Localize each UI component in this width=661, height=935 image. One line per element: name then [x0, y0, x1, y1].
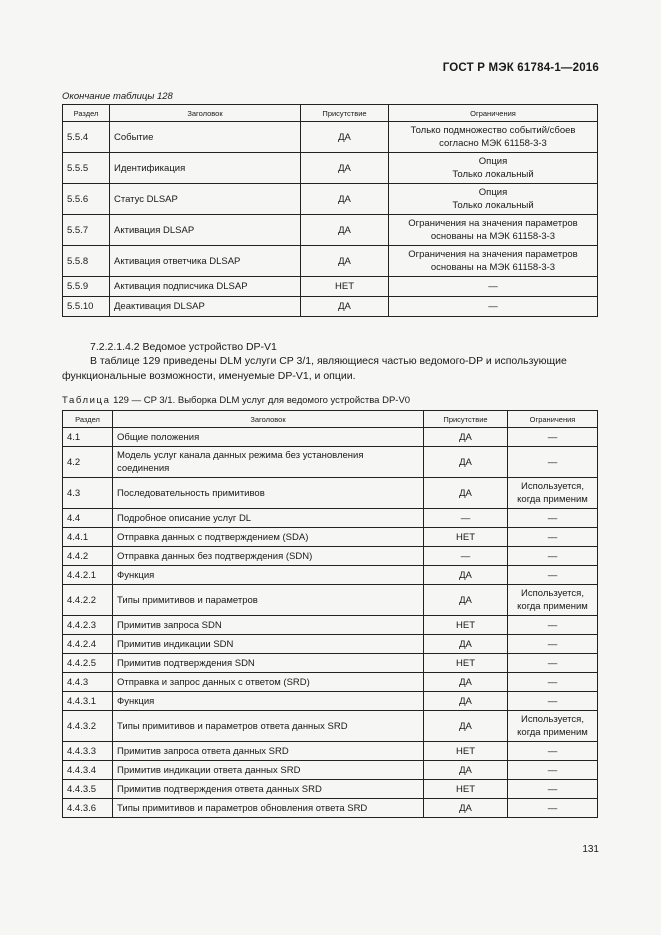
section-cell: 4.4.3.2	[63, 711, 113, 742]
cell-line: —	[547, 676, 558, 688]
presence-cell: ДА	[424, 428, 508, 447]
cell-line: соединения	[117, 463, 170, 474]
cell-line: Используется,	[521, 481, 584, 492]
table-129	[62, 410, 598, 818]
title-cell	[113, 566, 424, 585]
presence-cell: НЕТ	[424, 742, 508, 761]
presence-cell: ДА	[424, 478, 508, 509]
section-cell: 4.4.3.5	[63, 780, 113, 799]
cell-line: Ограничения на значения параметров	[408, 249, 578, 260]
cell-line: —	[547, 783, 558, 795]
cell-line: Примитив подтверждения SDN	[117, 657, 255, 669]
cell-line: —	[547, 657, 558, 669]
presence-cell: ДА	[424, 447, 508, 478]
section-cell: 5.5.4	[63, 122, 110, 153]
column-header: Ограничения	[389, 105, 598, 122]
limits-cell	[389, 153, 598, 184]
title-cell	[113, 428, 424, 447]
presence-cell: ДА	[301, 215, 389, 246]
presence-cell: ДА	[301, 122, 389, 153]
cell-line: согласно МЭК 61158-3-3	[439, 138, 547, 149]
limits-cell	[389, 277, 598, 297]
limits-cell	[389, 184, 598, 215]
table-row	[63, 528, 598, 547]
presence-cell: НЕТ	[424, 780, 508, 799]
limits-cell	[508, 654, 598, 673]
title-cell: Событие	[110, 122, 301, 153]
table-row	[63, 184, 598, 215]
table-row	[63, 566, 598, 585]
table-row	[63, 585, 598, 616]
cell-line: —	[488, 301, 498, 312]
limits-cell	[508, 673, 598, 692]
document-id: ГОСТ Р МЭК 61784-1—2016	[442, 62, 599, 74]
column-header: Раздел	[63, 411, 113, 428]
section-heading: 7.2.2.1.4.2 Ведомое устройство DP-V1	[90, 341, 277, 353]
section-cell: 4.4.2.3	[63, 616, 113, 635]
cell-line: когда применим	[517, 727, 588, 738]
presence-cell: НЕТ	[424, 654, 508, 673]
limits-cell	[508, 616, 598, 635]
title-cell	[113, 478, 424, 509]
limits-cell	[389, 122, 598, 153]
section-cell: 4.2	[63, 447, 113, 478]
limits-cell	[508, 742, 598, 761]
limits-cell	[508, 635, 598, 654]
cell-line: Типы примитивов и параметров	[117, 594, 258, 606]
cell-line: —	[547, 531, 558, 543]
table-row	[63, 509, 598, 528]
presence-cell: ДА	[424, 585, 508, 616]
table-row	[63, 761, 598, 780]
table-row	[63, 616, 598, 635]
cell-line: Ограничения на значения параметров	[408, 218, 578, 229]
cell-line: —	[547, 695, 558, 707]
limits-cell	[508, 692, 598, 711]
section-cell: 5.5.6	[63, 184, 110, 215]
table-row	[63, 153, 598, 184]
page-number: 131	[582, 844, 599, 855]
limits-cell	[508, 428, 598, 447]
title-cell	[113, 585, 424, 616]
table-row	[63, 215, 598, 246]
section-cell: 4.4.2.5	[63, 654, 113, 673]
cell-line: Примитив подтверждения ответа данных SRD	[117, 783, 322, 795]
presence-cell: ДА	[424, 761, 508, 780]
presence-cell: НЕТ	[424, 528, 508, 547]
cell-line: Типы примитивов и параметров ответа данных SRD	[117, 720, 348, 732]
limits-cell	[508, 585, 598, 616]
limits-cell	[389, 215, 598, 246]
title-cell	[113, 761, 424, 780]
title-cell: Идентификация	[110, 153, 301, 184]
section-cell: 5.5.8	[63, 246, 110, 277]
table-row	[63, 692, 598, 711]
section-cell: 4.4.2.2	[63, 585, 113, 616]
column-header: Раздел	[63, 105, 110, 122]
section-cell: 4.4.2.1	[63, 566, 113, 585]
presence-cell: ДА	[424, 711, 508, 742]
cell-line: —	[547, 619, 558, 631]
section-cell: 4.4.3.4	[63, 761, 113, 780]
presence-cell: ДА	[301, 246, 389, 277]
cell-line: Используется,	[521, 714, 584, 725]
title-cell: Деактивация DLSAP	[110, 297, 301, 317]
table-row	[63, 297, 598, 317]
limits-cell	[508, 799, 598, 818]
section-cell: 4.3	[63, 478, 113, 509]
limits-cell	[508, 761, 598, 780]
title-cell	[113, 547, 424, 566]
cell-line: Опция	[478, 156, 508, 167]
column-header: Присутствие	[301, 105, 389, 122]
limits-cell	[508, 566, 598, 585]
cell-line: Отправка данных с подтверждением (SDA)	[117, 531, 309, 543]
section-cell: 5.5.5	[63, 153, 110, 184]
table-128-caption: Окончание таблицы 128	[62, 91, 173, 102]
cell-line: Используется,	[521, 588, 584, 599]
cell-line: Примитив индикации ответа данных SRD	[117, 764, 301, 776]
section-cell: 4.4.3.3	[63, 742, 113, 761]
table-row	[63, 635, 598, 654]
section-cell: 4.4.1	[63, 528, 113, 547]
cell-line: —	[547, 764, 558, 776]
presence-cell: ДА	[424, 692, 508, 711]
cell-line: основаны на МЭК 61158-3-3	[430, 231, 556, 242]
section-cell: 5.5.9	[63, 277, 110, 297]
limits-cell	[389, 297, 598, 317]
presence-cell: ДА	[424, 635, 508, 654]
table-129-caption-rest: 129 — CP 3/1. Выборка DLM услуг для ведомого устройства DP-V0	[110, 395, 411, 406]
column-header: Заголовок	[110, 105, 301, 122]
title-cell	[113, 799, 424, 818]
table-row	[63, 742, 598, 761]
title-cell: Активация ответчика DLSAP	[110, 246, 301, 277]
table-row	[63, 780, 598, 799]
cell-line: Общие положения	[117, 431, 200, 443]
cell-line: когда применим	[517, 601, 588, 612]
cell-line: Только подмножество событий/сбоев	[410, 125, 576, 136]
cell-line: Модель услуг канала данных режима без установления	[117, 450, 364, 461]
table-129-caption-prefix: Таблица	[62, 395, 111, 406]
title-cell: Активация подписчика DLSAP	[110, 277, 301, 297]
section-cell: 4.1	[63, 428, 113, 447]
cell-line: Последовательность примитивов	[117, 487, 265, 499]
column-header: Заголовок	[113, 411, 424, 428]
section-cell: 5.5.10	[63, 297, 110, 317]
presence-cell: —	[424, 509, 508, 528]
column-header: Ограничения	[508, 411, 598, 428]
title-cell	[113, 742, 424, 761]
presence-cell: ДА	[301, 297, 389, 317]
limits-cell	[508, 547, 598, 566]
presence-cell: ДА	[424, 673, 508, 692]
cell-line: Отправка данных без подтверждения (SDN)	[117, 550, 313, 562]
limits-cell	[508, 509, 598, 528]
table-row	[63, 246, 598, 277]
cell-line: Только локальный	[452, 169, 534, 180]
presence-cell: ДА	[424, 799, 508, 818]
cell-line: —	[488, 281, 498, 292]
cell-line: Типы примитивов и параметров обновления ответа SRD	[117, 802, 368, 814]
table-row	[63, 447, 598, 478]
title-cell	[113, 616, 424, 635]
section-cell: 4.4.3.1	[63, 692, 113, 711]
cell-line: Примитив индикации SDN	[117, 638, 234, 650]
section-cell: 5.5.7	[63, 215, 110, 246]
title-cell: Активация DLSAP	[110, 215, 301, 246]
title-cell	[113, 635, 424, 654]
cell-line: Функция	[117, 569, 155, 581]
cell-line: основаны на МЭК 61158-3-3	[430, 262, 556, 273]
column-header: Присутствие	[424, 411, 508, 428]
table-row	[63, 654, 598, 673]
cell-line: Подробное описание услуг DL	[117, 512, 252, 524]
cell-line: —	[547, 512, 558, 524]
limits-cell	[389, 246, 598, 277]
presence-cell: —	[424, 547, 508, 566]
table-row	[63, 277, 598, 297]
section-cell: 4.4.3	[63, 673, 113, 692]
section-paragraph: В таблице 129 приведены DLM услуги CP 3/1, являющиеся частью ведомого-DP и использующие функциональные возможности, именуемые DP-V1, и опции.	[62, 355, 567, 382]
limits-cell	[508, 780, 598, 799]
table-row	[63, 799, 598, 818]
section-cell: 4.4.3.6	[63, 799, 113, 818]
title-cell	[113, 711, 424, 742]
section-cell: 4.4.2	[63, 547, 113, 566]
title-cell	[113, 654, 424, 673]
cell-line: Опция	[478, 187, 508, 198]
limits-cell	[508, 528, 598, 547]
presence-cell: ДА	[301, 153, 389, 184]
cell-line: —	[547, 802, 558, 814]
cell-line: Примитив запроса SDN	[117, 619, 222, 631]
cell-line: —	[547, 456, 558, 468]
cell-line: Примитив запроса ответа данных SRD	[117, 745, 289, 757]
title-cell: Статус DLSAP	[110, 184, 301, 215]
table-row	[63, 547, 598, 566]
cell-line: —	[547, 550, 558, 562]
title-cell	[113, 692, 424, 711]
section-cell: 4.4	[63, 509, 113, 528]
cell-line: —	[547, 431, 558, 443]
limits-cell	[508, 711, 598, 742]
table-row	[63, 428, 598, 447]
presence-cell: НЕТ	[301, 277, 389, 297]
table-row	[63, 673, 598, 692]
presence-cell: ДА	[301, 184, 389, 215]
section-cell: 4.4.2.4	[63, 635, 113, 654]
cell-line: когда применим	[517, 494, 588, 505]
table-row	[63, 711, 598, 742]
limits-cell	[508, 447, 598, 478]
table-129-caption	[62, 395, 410, 406]
title-cell	[113, 780, 424, 799]
cell-line: —	[547, 569, 558, 581]
title-cell	[113, 509, 424, 528]
cell-line: Функция	[117, 695, 155, 707]
presence-cell: ДА	[424, 566, 508, 585]
cell-line: Только локальный	[452, 200, 534, 211]
cell-line: —	[547, 638, 558, 650]
title-cell	[113, 673, 424, 692]
table-row	[63, 122, 598, 153]
limits-cell	[508, 478, 598, 509]
presence-cell: НЕТ	[424, 616, 508, 635]
table-128	[62, 104, 598, 317]
cell-line: —	[547, 745, 558, 757]
cell-line: Отправка и запрос данных с ответом (SRD)	[117, 676, 310, 688]
title-cell	[113, 447, 424, 478]
table-row	[63, 478, 598, 509]
title-cell	[113, 528, 424, 547]
